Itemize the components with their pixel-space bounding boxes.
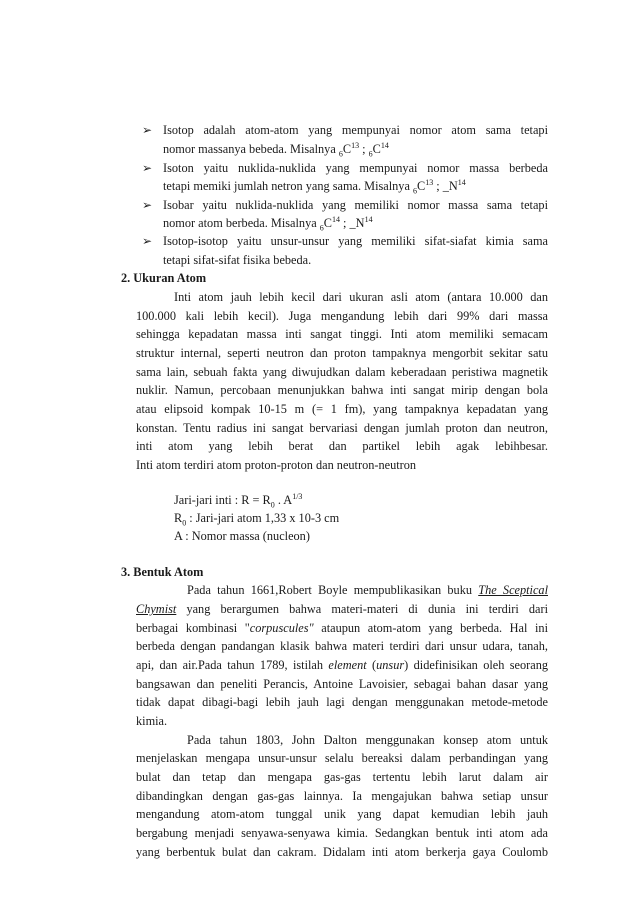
formula-line: Jari-jari inti : $R = R_0$ . $A^{1/3}$ [174,491,303,510]
paragraph-line: konstan. Tentu radius ini sangat bervariasi dengan jumlah proton dan neutron, [136,421,548,435]
paragraph-line: Inti atom terdiri atom proton-proton dan neutron-neutron [136,458,417,472]
section-heading: 2. Ukuran Atom [121,271,207,285]
paragraph-line: berbagai kombinasi "corpuscules" ataupun atom-atom yang berbeda. Hal ini [136,621,549,635]
paragraph-line: Pada tahun 1661,Robert Boyle mempublikasikan buku The Sceptical [187,583,548,597]
arrow-bullet-icon: ➢ [142,161,153,175]
list-item-text: nomor atom berbeda. Misalnya $_6C^{14}$ ; $\_N^{14}$ [163,214,373,233]
paragraph-line: inti atom yang lebih berat dan partikel lebih agak lebihbesar. [136,439,548,453]
list-item-text: tetapi memiki jumlah netron yang sama. Misalnya $_6C^{13}$ ; $\_N^{14}$ [163,177,466,196]
paragraph-line: Inti atom jauh lebih kecil dari ukuran asli atom (antara 10.000 dan [174,290,548,304]
paragraph-line: struktur internal, seperti neutron dan proton tampaknya mengorbit sekitar satu [136,346,548,360]
paragraph-line: sehingga kepadatan massa inti sangat tinggi. Inti atom memiliki semacam [136,327,548,341]
paragraph-line: berbeda dengan pandangan klasik bahwa materi terdiri dari unsur udara, tanah, [136,639,548,653]
paragraph-line: menjelaskan mengapa unsur-unsur selalu bereaksi dalam perbandingan yang [136,751,548,765]
paragraph-line: kimia. [136,714,168,728]
arrow-bullet-icon: ➢ [142,123,153,137]
list-item-text: Isobar yaitu nuklida-nuklida yang memiliki nomor massa sama tetapi [163,198,548,212]
paragraph-line: nuklir. Namun, percobaan menunjukkan bahwa inti sangat mirip dengan bola [136,383,548,397]
paragraph-line: bulat dan tetap dan mengapa gas-gas tertentu lebih larut dalam air [136,770,548,784]
formula-line: A : Nomor massa (nucleon) [174,529,310,543]
list-item-text: nomor massanya bebeda. Misalnya $_6C^{13}$ ; $_6C^{14}$ [163,140,389,159]
paragraph-line: dibandingkan dengan gas-gas lainnya. Ia mengajukan bahwa setiap unsur [136,789,548,803]
paragraph-line: bangsawan dan peneliti Perancis, Antoine Lavoisier, sebagai bahan dasar yang [136,677,548,691]
paragraph-line: yang berbentuk bulat dan cakram. Didalam inti atom berkerja gaya Coulomb [136,845,548,859]
paragraph-line: Pada tahun 1803, John Dalton menggunakan konsep atom untuk [187,733,548,747]
paragraph-line: 100.000 kali lebih kecil). Juga mengandung lebih dari 99% dari massa [136,309,548,323]
paragraph-line: atau elipsoid kompak 10-15 m (= 1 fm), yang tampaknya kepadatan yang [136,402,548,416]
section-heading: 3. Bentuk Atom [121,565,204,579]
arrow-bullet-icon: ➢ [142,234,153,248]
paragraph-line: bergabung menjadi senyawa-senyawa kimia. Sedangkan bentuk inti atom ada [136,826,548,840]
list-item-text: Isotop adalah atom-atom yang mempunyai nomor atom sama tetapi [163,123,548,137]
paragraph-line: mengandung atom-atom tunggal unik yang dapat kemudian lebih jauh [136,807,548,821]
list-item-text: Isoton yaitu nuklida-nuklida yang mempunyai nomor massa berbeda [163,161,548,175]
formula-line: $R_0$ : Jari-jari atom 1,33 x 10-3 cm [174,511,340,528]
list-item-text: Isotop-isotop yaitu unsur-unsur yang memiliki sifat-siafat kimia sama [163,234,548,248]
paragraph-line: Chymist yang berargumen bahwa materi-materi di dunia ini terdiri dari [136,602,548,616]
paragraph-line: sama lain, sebuah fakta yang diwujudkan dalam keberadaan peristiwa magnetik [136,365,548,379]
arrow-bullet-icon: ➢ [142,198,153,212]
paragraph-line: tidak dapat dibagi-bagi lebih jauh lagi dengan menggunakan metode-metode [136,695,548,709]
list-item-text: tetapi sifat-sifat fisika bebeda. [163,253,312,267]
paragraph-line: api, dan air.Pada tahun 1789, istilah element (unsur) didefinisikan oleh seorang [136,658,548,672]
